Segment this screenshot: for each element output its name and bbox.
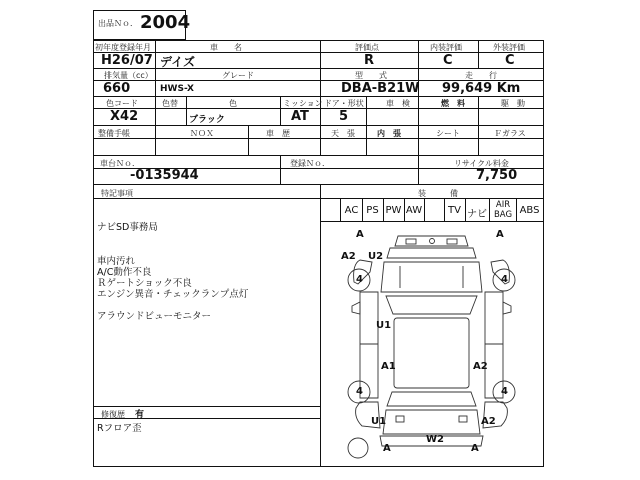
note-line: 車内汚れ (97, 256, 136, 267)
note-line: アラウンドビューモニター (97, 311, 212, 322)
color-change-label: 色替 (162, 99, 178, 108)
mission-label: ミッション (283, 99, 323, 108)
mission-value: AT (291, 109, 309, 124)
note-line (97, 233, 248, 256)
roof-shape (394, 318, 469, 388)
repair-history-value: 有 (135, 410, 145, 420)
score-label: 評価点 (355, 43, 379, 52)
exterior-grade-label: 外装評価 (493, 43, 525, 52)
history-label: 車 歴 (266, 129, 290, 138)
equip-navi: ナビ (467, 209, 487, 220)
repair-note: Rフロア歪 (97, 423, 142, 434)
damage-a2-right-rear-door: A2 (473, 361, 488, 372)
damage-rear-left: A (383, 443, 391, 454)
chassis-number-value: -0135944 (130, 168, 199, 183)
damage-a2-left-front: A2 (341, 251, 356, 262)
front-emblem-shape (430, 239, 435, 244)
color-value: ブラック (189, 115, 225, 125)
equip-ps: PS (366, 205, 379, 216)
nox-label: ＮＯＸ (190, 129, 214, 138)
damage-tire-fl: 4 (356, 274, 363, 285)
registration-date-value: H26/07 (101, 53, 153, 68)
interior-grade-label: 内装評価 (430, 43, 462, 52)
model-code-value: DBA-B21W (341, 81, 420, 96)
recycle-fee-value: 7,750 (476, 168, 518, 183)
damage-tire-fr: 4 (501, 274, 508, 285)
damage-front-left: A (356, 229, 364, 240)
equipment-header: 装 備 (418, 189, 458, 198)
registration-date-label: 初年度登録年月 (95, 43, 151, 52)
repair-history-label: 修復歴 (101, 410, 125, 419)
doors-value: 5 (339, 109, 349, 124)
grade-value: HWS-X (160, 84, 194, 94)
displacement-value: 660 (103, 81, 131, 96)
rear-window-shape (387, 392, 476, 406)
score-value: R (364, 53, 375, 68)
roof-lining-label: 天 張 (331, 129, 355, 138)
spare-tire-shape (348, 438, 368, 458)
damage-w2-rear: W2 (426, 434, 444, 445)
fuel-label: 燃 料 (441, 99, 465, 108)
damage-a1-left-rear-door: A1 (381, 361, 396, 372)
mileage-value: 99,649 Km (442, 81, 521, 96)
windshield-shape (386, 296, 477, 314)
damage-a2-rear-right: A2 (481, 416, 496, 427)
damage-rear-right: A (471, 443, 479, 454)
interior-lining-label: 内 張 (377, 129, 401, 138)
plate-number-label: 登録Ｎｏ． (290, 159, 330, 168)
equip-aw: AW (405, 205, 423, 216)
equip-airbag: AIR BAG (493, 200, 513, 220)
hood-shape (381, 262, 482, 292)
color-code-label: 色コード (106, 99, 138, 108)
equip-pw: PW (385, 205, 402, 216)
chassis-number-label: 車台Ｎｏ． (100, 159, 140, 168)
equip-tv: TV (448, 205, 461, 216)
displacement-label: 排気量（cc） (104, 71, 153, 80)
doors-label: ドア・形状 (324, 99, 364, 108)
car-name-value: デイズ (160, 55, 196, 69)
damage-u1-left-door: U1 (376, 320, 392, 331)
maintenance-book-label: 整備手帳 (98, 129, 130, 138)
note-line: エンジン異音・チェックランプ点灯 (97, 289, 249, 300)
damage-tire-rl: 4 (356, 386, 363, 397)
seat-label: シート (436, 129, 460, 138)
inspection-label: 車 検 (386, 99, 410, 108)
damage-u2-left-front: U2 (368, 251, 384, 262)
drive-label: 駆 動 (501, 99, 525, 108)
damage-u1-rear-left: U1 (371, 416, 387, 427)
lot-number-value: 2004 (140, 12, 191, 33)
front-lamp-left-shape (406, 239, 416, 244)
car-name-label: 車 名 (210, 43, 242, 52)
equip-abs: ABS (519, 205, 540, 216)
note-line: Ｒゲートショック不良 (97, 278, 192, 289)
color-code-value: X42 (110, 109, 139, 124)
note-line: ナビSD事務局 (97, 222, 158, 233)
interior-grade-value: C (443, 53, 453, 68)
equip-ac: AC (344, 205, 359, 216)
lot-number-label: 出品Ｎｏ． (98, 19, 138, 28)
model-code-label: 型 式 (355, 71, 387, 80)
color-label: 色 (229, 99, 237, 108)
mileage-label: 走 行 (465, 71, 497, 80)
front-glass-label: Ｆガラス (494, 129, 526, 138)
notes-header: 特記事項 (101, 189, 133, 198)
grade-label: グレード (222, 71, 254, 80)
damage-tire-rr: 4 (501, 386, 508, 397)
exterior-grade-value: C (505, 53, 515, 68)
recycle-fee-label: リサイクル料金 (454, 159, 509, 168)
front-lamp-right-shape (447, 239, 457, 244)
note-line (97, 300, 248, 311)
note-line: A/C動作不良 (97, 267, 152, 278)
damage-front-right: A (496, 229, 504, 240)
notes-list (97, 222, 248, 322)
